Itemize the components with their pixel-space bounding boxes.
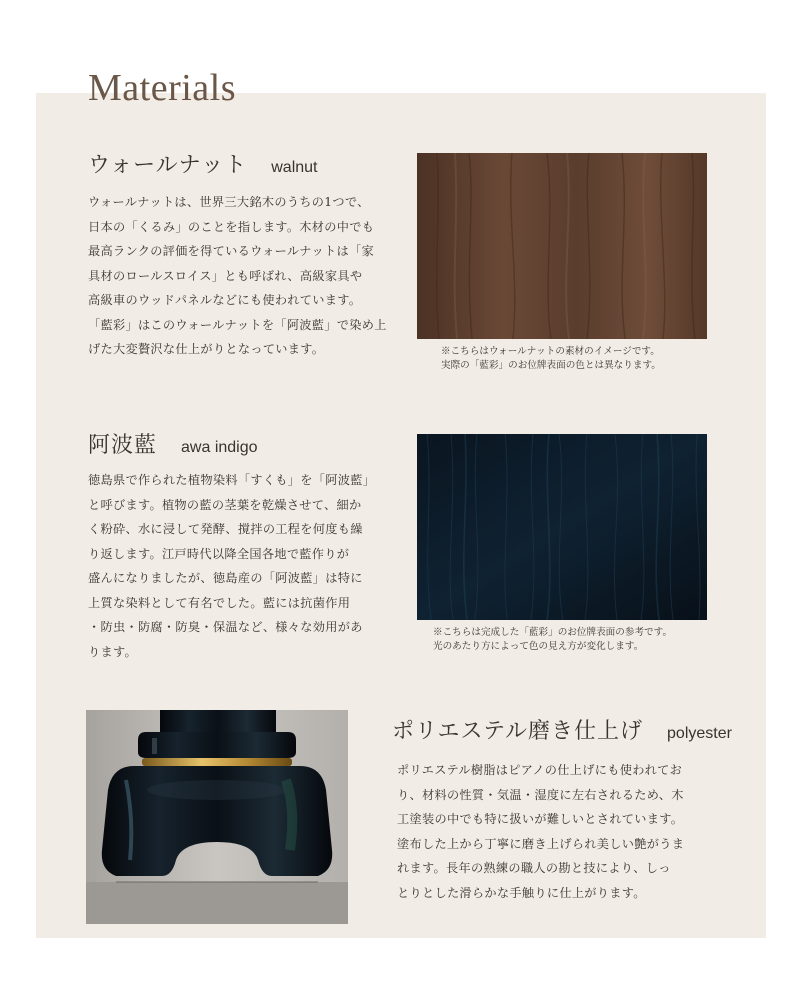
walnut-line: 日本の「くるみ」のことを指します。木材の中でも	[88, 219, 375, 234]
polyester-line: とりとした滑らかな手触りに仕上がります。	[397, 885, 646, 900]
indigo-heading	[88, 428, 258, 459]
indigo-line: 盛んになりましたが、徳島産の「阿波藍」は特に	[88, 571, 363, 585]
indigo-caption	[433, 626, 672, 654]
indigo-caption-line: 光のあたり方によって色の見え方が変化します。	[433, 641, 644, 652]
indigo-line: ります。	[88, 644, 137, 659]
polyester-heading-en: polyester	[667, 725, 732, 742]
polyester-line: 工塗装の中でも特に扱いが難しいとされています。	[397, 812, 684, 826]
walnut-line: 最高ランクの評価を得ているウォールナットは「家	[88, 244, 374, 258]
walnut-caption-line: ※こちらはウォールナットの素材のイメージです。	[441, 346, 660, 357]
indigo-line: と呼びます。植物の藍の茎葉を乾燥させて、細か	[88, 497, 362, 512]
indigo-line: 徳島県で作られた植物染料「すくも」を「阿波藍」	[88, 473, 376, 487]
polished-base-image	[86, 710, 348, 924]
indigo-description	[88, 468, 375, 664]
walnut-line: ウォールナットは、世界三大銘木のうちの1つで、	[88, 195, 370, 209]
walnut-description	[88, 190, 387, 362]
walnut-texture-image	[417, 153, 707, 339]
polyester-line: れます。長年の熟練の職人の勘と技により、しっ	[397, 861, 671, 875]
indigo-caption-line: ※こちらは完成した「藍彩」のお位牌表面の参考です。	[433, 627, 673, 638]
walnut-caption	[441, 345, 661, 373]
walnut-caption-line: 実際の「藍彩」のお位牌表面の色とは異なります。	[441, 360, 661, 371]
page-title: Materials	[88, 67, 237, 109]
indigo-line: 上質な染料として有名でした。藍には抗菌作用	[88, 595, 351, 610]
walnut-heading-jp: ウォールナット	[88, 153, 248, 178]
indigo-heading-en: awa indigo	[181, 439, 258, 456]
polyester-heading-jp: ポリエステル磨き仕上げ	[392, 719, 644, 744]
indigo-heading-jp: 阿波藍	[88, 433, 158, 458]
polyester-description	[397, 758, 684, 905]
indigo-line: り返します。江戸時代以降全国各地で藍作りが	[88, 546, 350, 561]
indigo-line: く粉砕、水に浸して発酵、撹拌の工程を何度も繰	[88, 522, 363, 536]
walnut-heading	[88, 148, 318, 179]
walnut-line: げた大変贅沢な仕上がりとなっています。	[88, 342, 325, 356]
indigo-line: ・防虫・防腐・防臭・保温など、様々な効用があ	[88, 620, 363, 634]
polyester-line: 塗布した上から丁寧に磨き上げられ美しい艶がうま	[397, 836, 685, 851]
walnut-heading-en: walnut	[271, 159, 318, 176]
polyester-line: ポリエステル樹脂はピアノの仕上げにも使われてお	[397, 763, 683, 777]
indigo-texture-image	[417, 434, 707, 620]
walnut-line: 高級車のウッドパネルなどにも使われています。	[88, 293, 362, 307]
polyester-line: り、材料の性質・気温・湿度に左右されるため、木	[397, 787, 684, 802]
walnut-line: 「藍彩」はこのウォールナットを「阿波藍」で染め上	[88, 317, 387, 332]
walnut-line: 具材のロールスロイス」とも呼ばれ、高級家具や	[88, 268, 363, 283]
polyester-heading	[392, 714, 732, 745]
